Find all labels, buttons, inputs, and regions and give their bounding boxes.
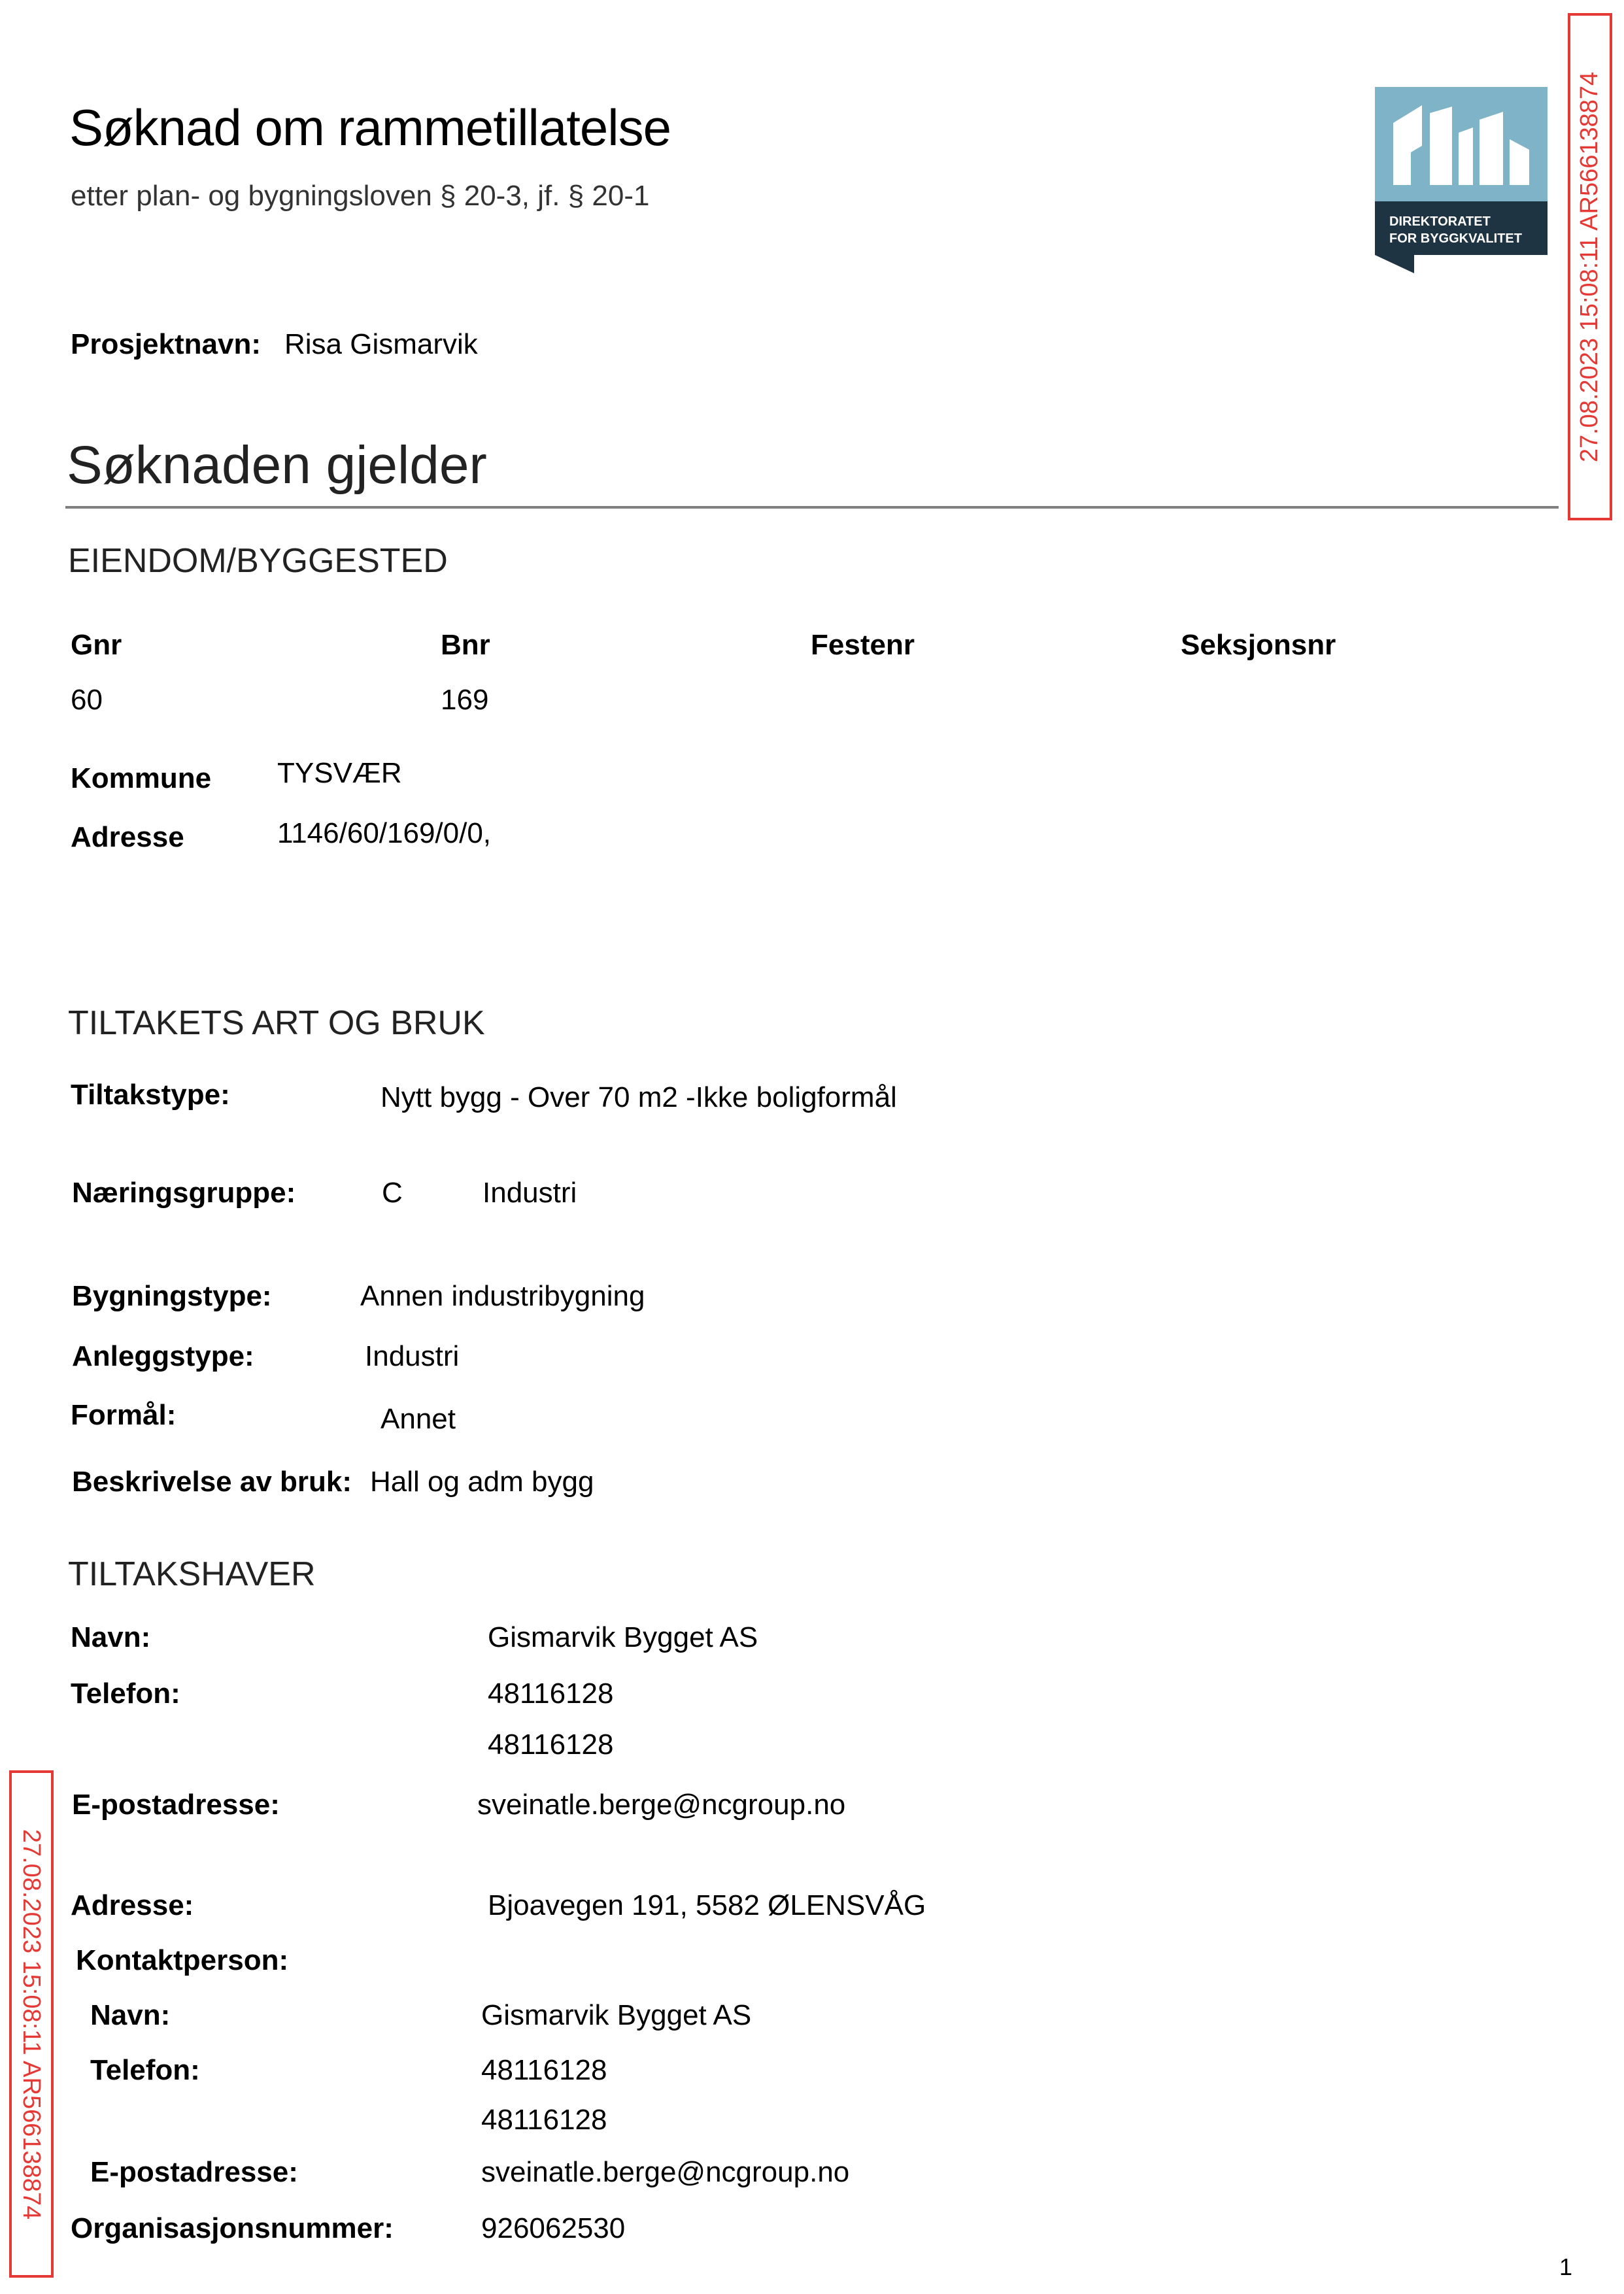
tiltak-section-title: TILTAKETS ART OG BRUK — [68, 1004, 485, 1042]
formal-value: Annet — [381, 1403, 456, 1435]
document-subtitle: etter plan- og bygningsloven § 20-3, jf. § 20-1 — [71, 180, 650, 212]
beskrivelse-label: Beskrivelse av bruk: — [72, 1466, 352, 1498]
epost-value: sveinatle.berge@ncgroup.no — [477, 1789, 846, 1821]
gnr-header: Gnr — [71, 629, 122, 661]
timestamp-stamp-bottom — [9, 1770, 54, 2278]
epost-label: E-postadresse: — [72, 1789, 280, 1821]
dibk-logo — [1375, 87, 1548, 273]
tiltakstype-value: Nytt bygg - Over 70 m2 -Ikke boligformål — [381, 1081, 897, 1113]
naeringsgruppe-label: Næringsgruppe: — [72, 1177, 296, 1209]
building-logo-icon — [1375, 87, 1548, 273]
kontakt-telefon-label: Telefon: — [90, 2054, 200, 2086]
telefon-label: Telefon: — [71, 1678, 180, 1710]
kontakt-epost-value: sveinatle.berge@ncgroup.no — [481, 2156, 850, 2188]
document-title: Søknad om rammetillatelse — [69, 99, 671, 156]
naeringsgruppe-code: C — [382, 1177, 403, 1209]
stamp-text: 27.08.2023 15:08:11 AR566138874 — [18, 1829, 46, 2219]
telefon-value-2: 48116128 — [488, 1729, 614, 1761]
festenr-header: Festenr — [811, 629, 915, 661]
orgnr-label: Organisasjonsnummer: — [71, 2212, 394, 2244]
anleggstype-value: Industri — [365, 1340, 460, 1372]
orgnr-value: 926062530 — [481, 2212, 626, 2244]
adresse-value: 1146/60/169/0/0, — [277, 817, 492, 849]
anleggstype-label: Anleggstype: — [72, 1340, 254, 1372]
bygningstype-value: Annen industribygning — [360, 1280, 645, 1312]
timestamp-stamp-top — [1568, 13, 1612, 520]
formal-label: Formål: — [71, 1399, 177, 1431]
bnr-header: Bnr — [441, 629, 490, 661]
section-heading: Søknaden gjelder — [67, 435, 487, 495]
adresse-label: Adresse — [71, 821, 184, 853]
kontakt-epost-label: E-postadresse: — [90, 2156, 298, 2188]
project-name-value: Risa Gismarvik — [284, 328, 478, 360]
heading-divider — [65, 506, 1559, 509]
logo-text-2: FOR BYGGKVALITET — [1389, 231, 1522, 246]
beskrivelse-value: Hall og adm bygg — [370, 1466, 594, 1498]
bygningstype-label: Bygningstype: — [72, 1280, 272, 1312]
kommune-label: Kommune — [71, 762, 212, 794]
tiltakstype-label: Tiltakstype: — [71, 1079, 230, 1111]
tiltakshaver-section-title: TILTAKSHAVER — [68, 1555, 316, 1593]
kontakt-navn-value: Gismarvik Bygget AS — [481, 1999, 752, 2031]
gnr-value: 60 — [71, 684, 103, 716]
tiltakshaver-adresse-label: Adresse: — [71, 1889, 194, 1921]
navn-value: Gismarvik Bygget AS — [488, 1621, 758, 1653]
project-name-label: Prosjektnavn: — [71, 328, 261, 360]
kontakt-telefon-value-2: 48116128 — [481, 2104, 607, 2136]
property-section-title: EIENDOM/BYGGESTED — [68, 542, 448, 580]
navn-label: Navn: — [71, 1621, 151, 1653]
kontaktperson-label: Kontaktperson: — [76, 1944, 289, 1976]
stamp-text: 27.08.2023 15:08:11 AR566138874 — [1576, 71, 1604, 462]
page-number: 1 — [1559, 2253, 1573, 2280]
naeringsgruppe-value: Industri — [482, 1177, 577, 1209]
logo-text-1: DIREKTORATET — [1389, 214, 1491, 229]
kontakt-telefon-value-1: 48116128 — [481, 2054, 607, 2086]
bnr-value: 169 — [441, 684, 489, 716]
seksjonsnr-header: Seksjonsnr — [1181, 629, 1336, 661]
kommune-value: TYSVÆR — [277, 757, 402, 789]
telefon-value-1: 48116128 — [488, 1678, 614, 1710]
kontakt-navn-label: Navn: — [90, 1999, 171, 2031]
tiltakshaver-adresse-value: Bjoavegen 191, 5582 ØLENSVÅG — [488, 1889, 926, 1921]
